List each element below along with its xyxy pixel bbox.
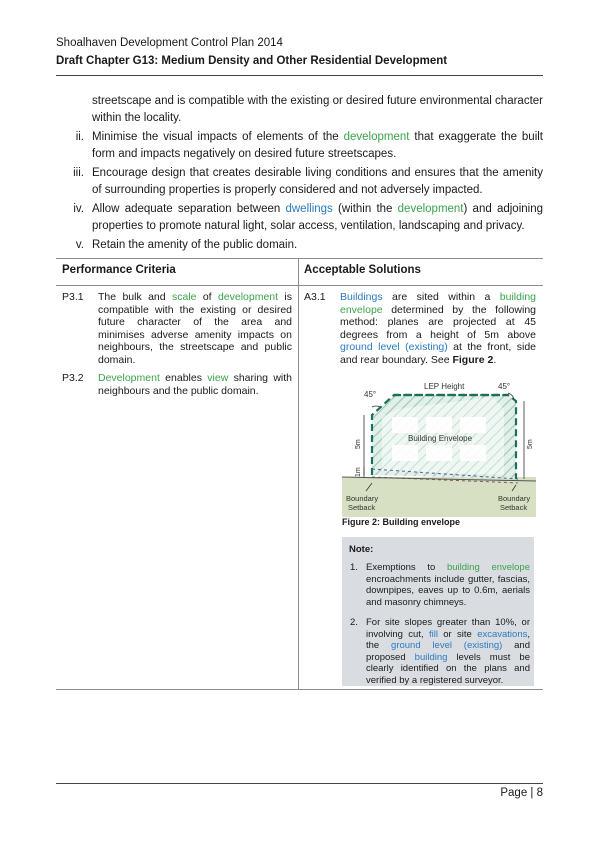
table-header-row bbox=[56, 259, 543, 286]
header-divider bbox=[56, 75, 543, 76]
text-run: For site slopes greater than 10%, or involving cut, bbox=[366, 617, 530, 640]
note-text bbox=[366, 617, 530, 686]
text-run: levels must be clearly identified on the plans and verified by a registered surveyor. bbox=[366, 651, 530, 686]
objective-continuation bbox=[56, 93, 543, 126]
chapter-title: Draft Chapter G13: Medium Density and Other Residential Development bbox=[56, 55, 448, 67]
criterion-code: P3.1 bbox=[62, 291, 84, 303]
footer-divider bbox=[56, 783, 543, 784]
page-number: Page | 8 bbox=[500, 787, 543, 799]
defined-term-link[interactable]: view bbox=[207, 372, 229, 384]
column-header-solutions: Acceptable Solutions bbox=[304, 264, 421, 276]
criterion-p3-1 bbox=[62, 291, 292, 367]
defined-term-link[interactable]: development bbox=[343, 131, 410, 143]
note-title: Note: bbox=[349, 544, 374, 555]
text-run: determined by the following method: planes are projected at 45 degrees from a height of 5m above bbox=[340, 303, 536, 341]
text-run: sharing with neighbours and the public domain. bbox=[98, 372, 292, 397]
dimension-label-5m-left: 5m bbox=[355, 439, 362, 449]
building-envelope-diagram bbox=[342, 379, 536, 517]
objective-text: ) and adjoining properties to promote natural light, solar access, ventilation, landscaping and privacy. bbox=[92, 203, 543, 232]
objective-number: v. bbox=[75, 239, 84, 251]
envelope-label: Building Envelope bbox=[408, 434, 473, 443]
objective-text: Minimise the visual impacts of elements of the bbox=[92, 131, 344, 143]
note-item bbox=[350, 562, 530, 612]
criteria-table bbox=[56, 258, 543, 690]
text-run: or site bbox=[437, 628, 478, 640]
objective-item bbox=[56, 165, 543, 198]
note-number: 2. bbox=[350, 617, 358, 628]
text-run: are sited within a bbox=[382, 291, 500, 303]
objective-text: Allow adequate separation between bbox=[92, 203, 286, 215]
text-run: is compatible with the existing or desired future character of the area and minimises adverse amenity impacts on neighbours, the streetscape and public domain. bbox=[98, 291, 292, 366]
defined-term-link[interactable]: development bbox=[217, 291, 279, 303]
dimension-label-1m: 1m bbox=[355, 467, 362, 477]
solution-a3-1 bbox=[304, 291, 540, 367]
note-text bbox=[366, 562, 530, 608]
objective-number: iv. bbox=[73, 203, 84, 215]
defined-term-link[interactable]: scale bbox=[171, 291, 197, 303]
defined-term-link[interactable]: development bbox=[397, 203, 464, 215]
boundary-label-left: Boundary bbox=[346, 494, 379, 503]
objective-number: ii. bbox=[75, 131, 84, 143]
lep-height-label: LEP Height bbox=[424, 382, 465, 391]
criterion-text bbox=[98, 291, 292, 366]
text-run: . bbox=[493, 353, 497, 366]
angle-label-left: 45° bbox=[364, 390, 377, 399]
text-run: of bbox=[196, 291, 218, 303]
text-run: The bulk and bbox=[98, 291, 172, 303]
text-run: encroachments include gutter, fascias, downpipes, eaves up to 0.6m, aerials and masonry chimneys. bbox=[366, 573, 530, 608]
setback-label-left: Setback bbox=[348, 503, 376, 512]
figure-caption: Figure 2: Building envelope bbox=[342, 517, 461, 527]
defined-term-link[interactable]: ground level (existing) bbox=[391, 640, 503, 651]
boundary-label-right: Boundary bbox=[498, 494, 531, 503]
defined-term-link[interactable]: fill bbox=[428, 628, 438, 640]
text-run: at the front, side and rear boundary. See bbox=[340, 341, 537, 366]
note-number: 1. bbox=[350, 562, 358, 573]
objective-item bbox=[56, 129, 543, 162]
column-divider bbox=[298, 259, 299, 689]
note-box bbox=[342, 537, 534, 686]
defined-term-link[interactable]: ground level (existing) bbox=[340, 341, 448, 353]
document-title: Shoalhaven Development Control Plan 2014 bbox=[56, 37, 283, 49]
objective-text: streetscape and is compatible with the existing or desired future environmental character within the locality. bbox=[92, 95, 543, 124]
objective-item bbox=[56, 237, 543, 254]
criterion-text bbox=[98, 372, 292, 397]
text-run: , the bbox=[366, 628, 530, 651]
defined-term-link[interactable]: building envelope bbox=[340, 291, 536, 316]
solution-code: A3.1 bbox=[304, 291, 326, 303]
criterion-code: P3.2 bbox=[62, 372, 84, 384]
objective-number: iii. bbox=[73, 167, 84, 179]
figure-reference[interactable]: Figure 2 bbox=[452, 353, 494, 366]
dimension-label-5m-right: 5m bbox=[527, 439, 534, 449]
column-header-performance: Performance Criteria bbox=[62, 264, 176, 276]
defined-term-link[interactable]: building bbox=[414, 651, 448, 663]
objective-text: Retain the amenity of the public domain. bbox=[92, 239, 298, 251]
objective-text: (within the bbox=[332, 203, 398, 215]
objective-text: Encourage design that creates desirable living conditions and ensures that the amenity of surrounding properties is properly considered and not adversely impacted. bbox=[92, 167, 543, 196]
text-run: Exemptions to bbox=[366, 562, 447, 573]
note-item bbox=[350, 617, 530, 686]
text-run: enables bbox=[159, 372, 208, 384]
defined-term-link[interactable]: dwellings bbox=[285, 203, 333, 215]
defined-term-link[interactable]: excavations bbox=[477, 628, 528, 640]
objective-text: that exaggerate the built form and impacts negatively on desired future streetscapes. bbox=[92, 131, 543, 160]
defined-term-link[interactable]: Buildings bbox=[340, 291, 383, 303]
text-run: and proposed bbox=[366, 640, 530, 663]
defined-term-link[interactable]: Development bbox=[98, 372, 160, 384]
objectives-list bbox=[56, 93, 543, 257]
angle-label-right: 45° bbox=[498, 382, 511, 391]
building-envelope-figure bbox=[342, 379, 536, 517]
defined-term-link[interactable]: building envelope bbox=[446, 562, 531, 573]
solution-text bbox=[340, 291, 536, 366]
criterion-p3-2 bbox=[62, 372, 292, 402]
setback-label-right: Setback bbox=[500, 503, 528, 512]
objective-item bbox=[56, 201, 543, 234]
